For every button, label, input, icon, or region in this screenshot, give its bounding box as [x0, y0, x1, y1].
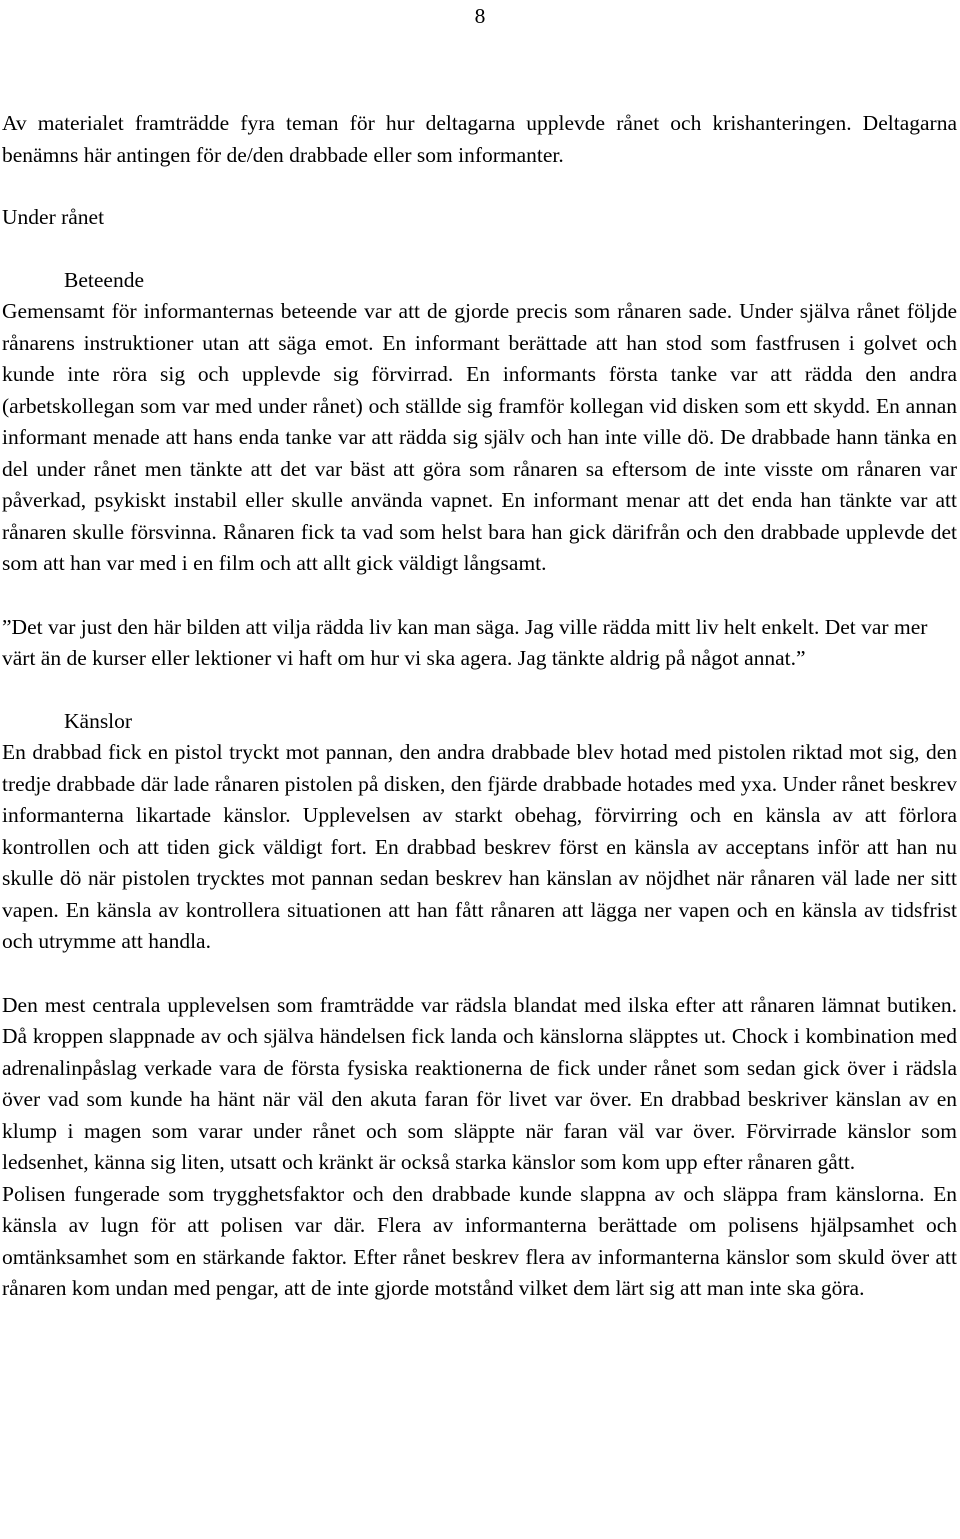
- feelings-paragraph-2: Den mest centrala upplevelsen som framträdde var rädsla blandat med ilska efter att rånaren lämnat butiken. Då kroppen slappnade av och själva händelsen fick landa och känslorna släpptes ut. Chock i kombination med adrenalinpåslag verkade vara de första fysiska reaktionerna de fick under rånet som sedan gick över i rädsla över vad som kunde ha hänt när väl den akuta faran för livet var över. En drabbad beskriver känslan av en klump i magen som varar under rånet och som släppte när faran väl var över. Förvirrade känslor som ledsenhet, känna sig liten, utsatt och kränkt är också starka känslor som kom upp efter rånaren gått.: [2, 992, 957, 1174]
- intro-paragraph: Av materialet framträdde fyra teman för hur deltagarna upplevde rånet och krishanteringen. Deltagarna benämns här antingen för de/den drabbade eller som informanter.: [2, 111, 957, 167]
- behavior-paragraph: Gemensamt för informanternas beteende var att de gjorde precis som rånaren sade. Under själva rånet följde rånarens instruktioner utan att säga emot. En informant berättade att han stod som fastfrusen i golvet och kunde inte röra sig och upplevde sig förvirrad. En informants första tanke var att rädda den andra (arbetskollegan som var med under rånet) och ställde sig framför kollegan vid disken som ett skydd. En annan informant menade att hans enda tanke var att rädda sig själv och han inte ville dö. De drabbade hann tänka en del under rånet men tänkte att det var bäst att göra som rånaren sa eftersom de inte visste om rånaren var påverkad, psykiskt instabil eller skulle använda vapnet. En informant menar att det enda han tänkte var att rånaren skulle försvinna. Rånaren fick ta vad som helst bara han gick därifrån och den drabbade upplevde det som att han var med i en film och att allt gick väldigt långsamt.: [2, 299, 957, 575]
- section-heading: Under rånet: [2, 205, 105, 229]
- subheading-behavior: Beteende: [64, 267, 144, 292]
- page-body: [2, 108, 957, 1305]
- quote-paragraph: ”Det var just den här bilden att vilja rädda liv kan man säga. Jag ville rädda mitt liv helt enkelt. Det var mer värt än de kurser eller lektioner vi haft om hur vi ska agera. Jag tänkte aldrig på något annat.”: [2, 614, 928, 670]
- feelings-paragraph-3: Polisen fungerade som trygghetsfaktor och den drabbade kunde slappna av och släppa fram känslorna. En känsla av lugn för att polisen var där. Flera av informanterna berättade om polisens hjälpsamhet och omtänksamhet som en stärkande faktor. Efter rånet beskrev flera av informanterna känslor som skuld över att rånaren kom undan med pengar, att de inte gjorde motstånd vilket dem lärt sig att man inte ska göra.: [2, 1181, 957, 1300]
- page-number: 8: [474, 4, 486, 28]
- feelings-paragraph-1: En drabbad fick en pistol tryckt mot pannan, den andra drabbade blev hotad med pistolen riktad mot sig, den tredje drabbade där lade rånaren pistolen på disken, den fjärde drabbade hotades med yxa. Under rånet beskrev informanterna likartade känslor. Upplevelsen av starkt obehag, förvirring och en känsla av att förlora kontrollen och att tiden gick väldigt fort. En drabbad beskrev först en känsla av acceptans inför att han nu skulle dö när pistolen trycktes mot pannan sedan beskrev han känslan av nöjdhet när rånaren väl lade ner sitt vapen. En känsla av kontrollera situationen att han fått rånaren att lägga ner vapen och en känsla av tidsfrist och utrymme att handla.: [2, 740, 957, 953]
- subheading-feelings: Känslor: [64, 708, 133, 733]
